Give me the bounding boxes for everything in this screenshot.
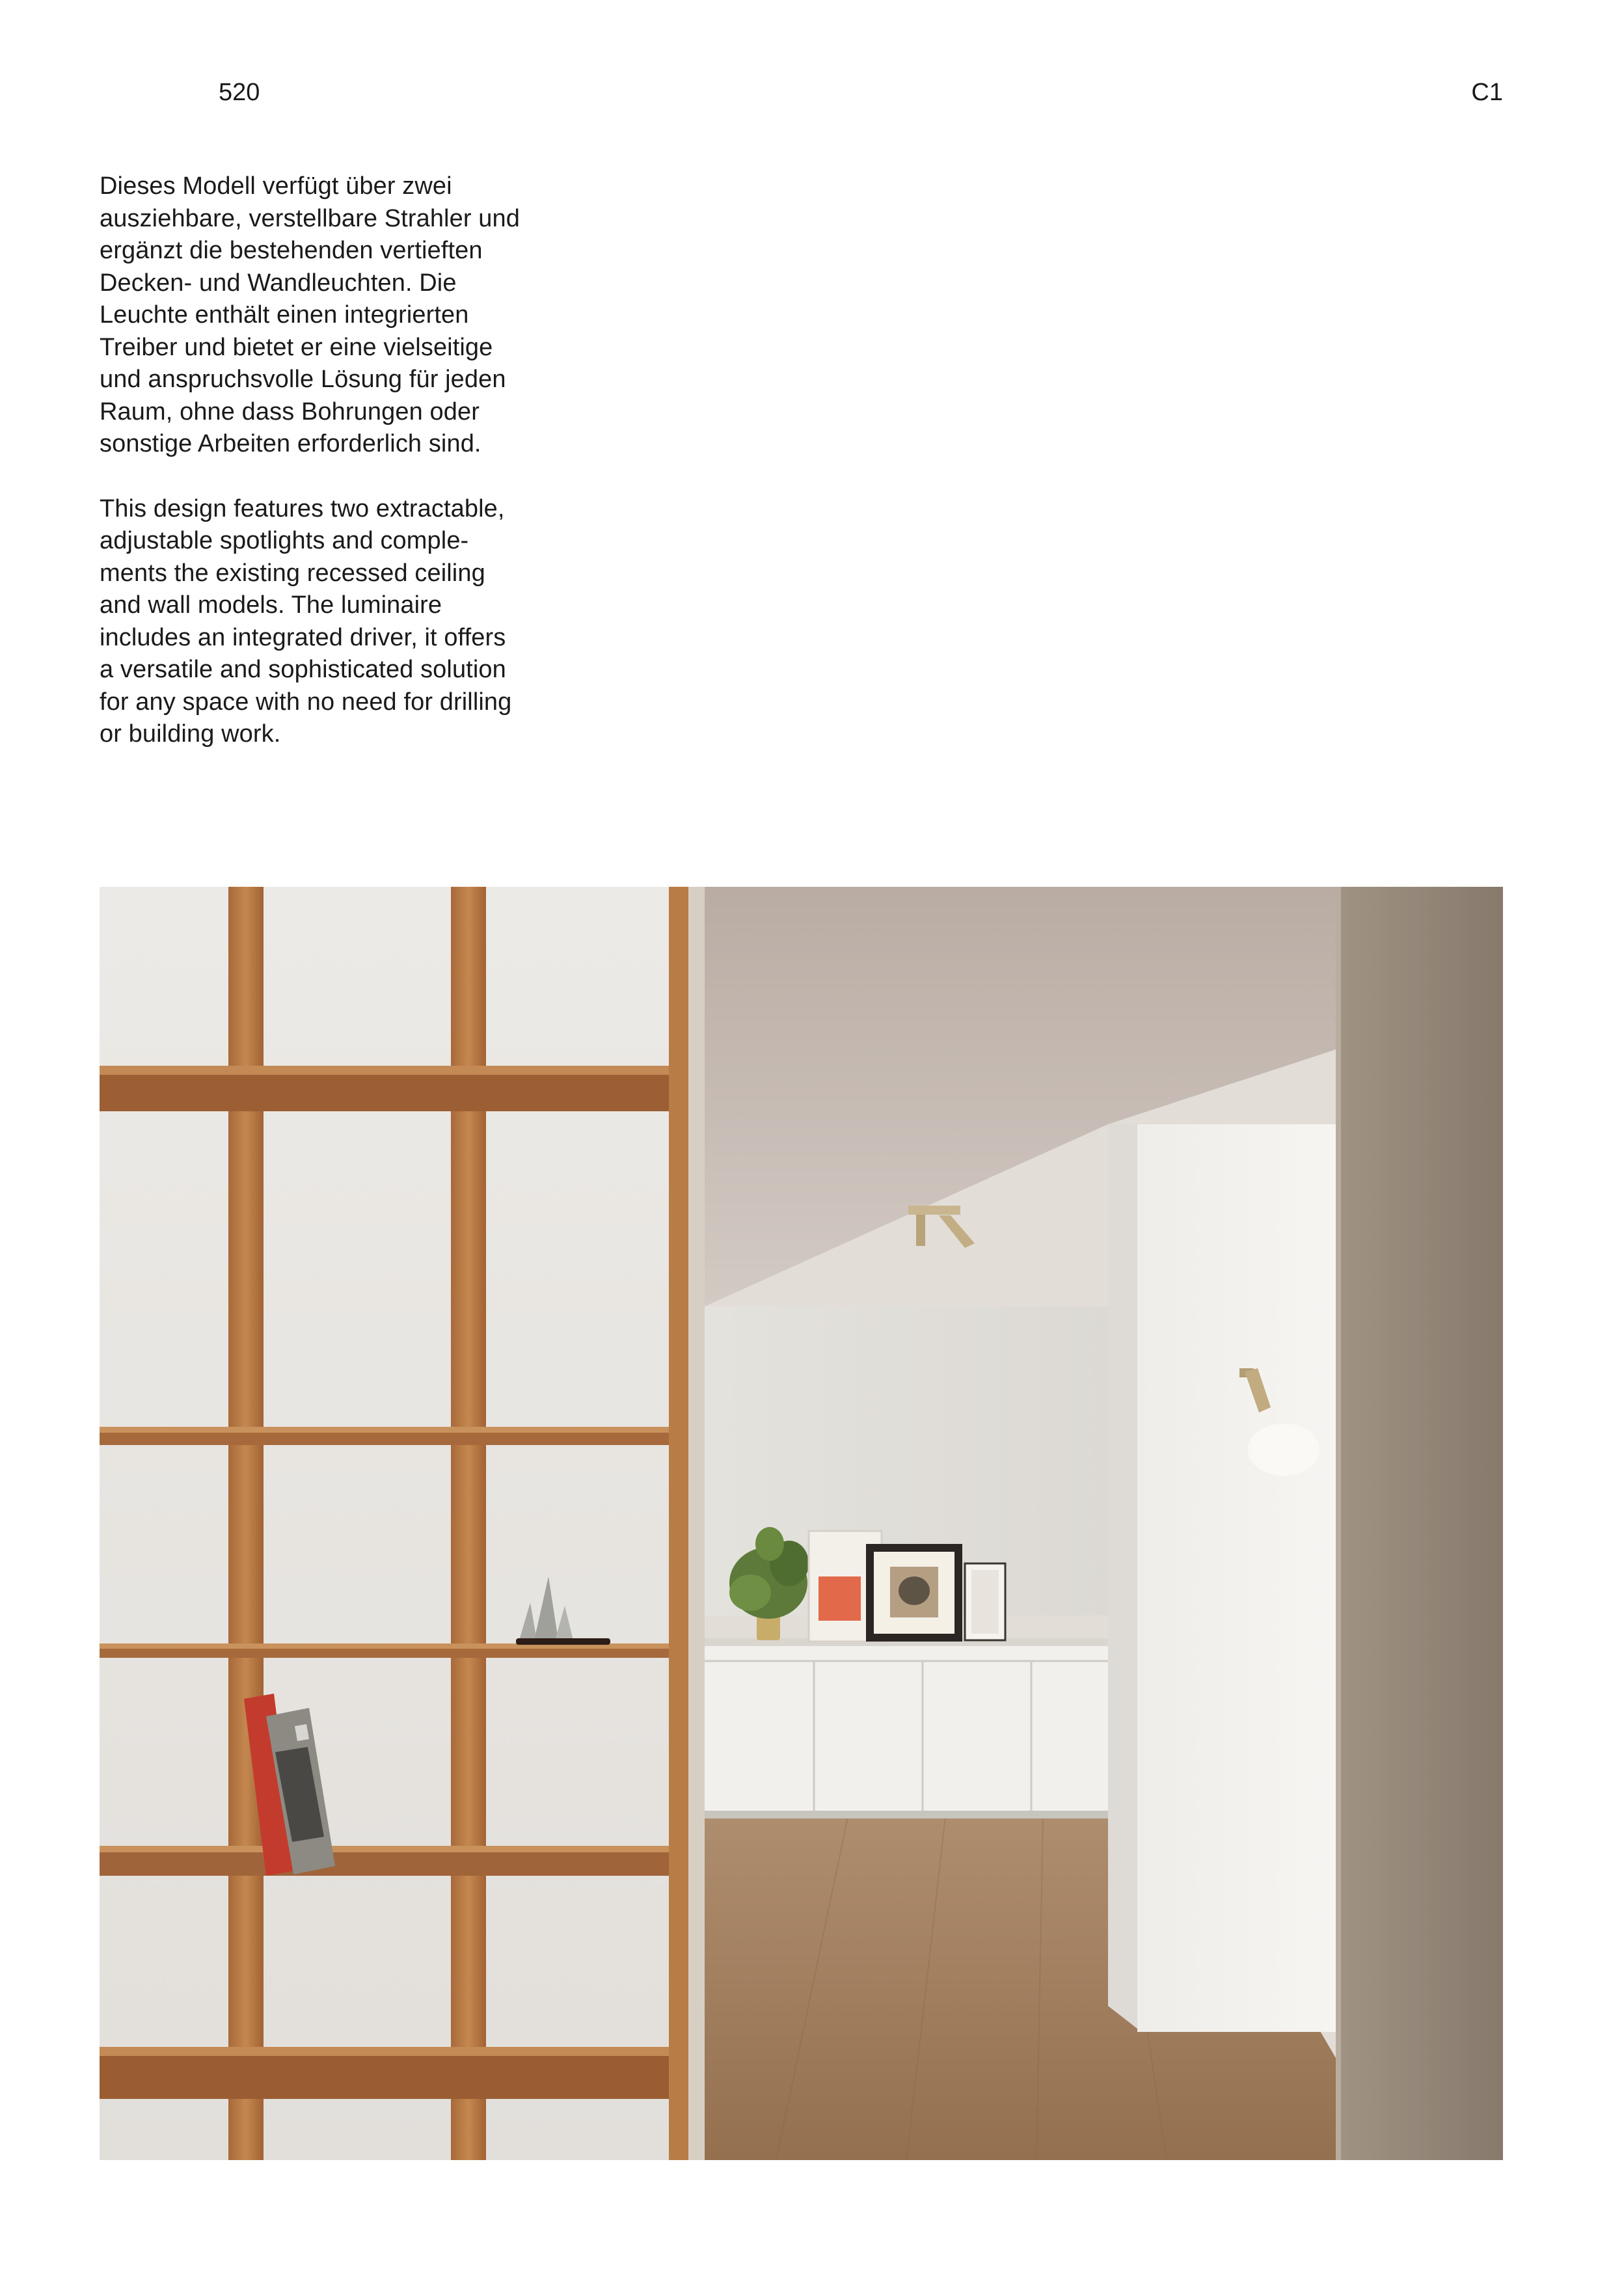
shelf-post [669, 887, 688, 2160]
english-line: or building work. [100, 720, 281, 748]
shelf-edge [688, 887, 705, 2160]
english-line: includes an integrated driver, it offers [100, 623, 506, 651]
german-line: Leuchte enthält einen integrierten [100, 301, 469, 329]
german-line: und anspruchsvolle Lösung für jeden [100, 366, 506, 393]
german-line: sonstige Arbeiten erforderlich sind. [100, 430, 481, 457]
german-line: Treiber und bietet er eine vielseitige [100, 333, 493, 361]
english-line: a versatile and sophisticated solution [100, 656, 506, 683]
german-line: Dieses Modell verfügt über zwei [100, 172, 452, 200]
german-line: Raum, ohne dass Bohrungen oder [100, 398, 480, 426]
interior-photo [100, 887, 1503, 2160]
white-sideboard [705, 1638, 1108, 1819]
german-line: ergänzt die bestehenden vertieften [100, 237, 483, 264]
page-number: 520 [219, 79, 260, 106]
german-line: Decken- und Wandleuchten. Die [100, 269, 457, 297]
description-text-column [100, 170, 581, 783]
english-line: ments the existing recessed ceiling [100, 559, 485, 587]
pillar-side [1108, 1124, 1137, 2029]
right-wall [1336, 887, 1503, 2160]
white-pillar [1137, 1124, 1336, 2032]
english-description [100, 493, 581, 751]
german-description [100, 170, 581, 461]
english-line: and wall models. The luminaire [100, 591, 442, 619]
english-line: This design features two extractable, [100, 494, 505, 522]
german-line: ausziehbare, verstellbare Strahler und [100, 204, 520, 232]
english-line: for any space with no need for drilling [100, 688, 512, 716]
section-code: C1 [1471, 79, 1503, 106]
english-line: adjustable spotlights and comple- [100, 527, 469, 554]
interior-photo-illustration [100, 887, 1503, 2160]
